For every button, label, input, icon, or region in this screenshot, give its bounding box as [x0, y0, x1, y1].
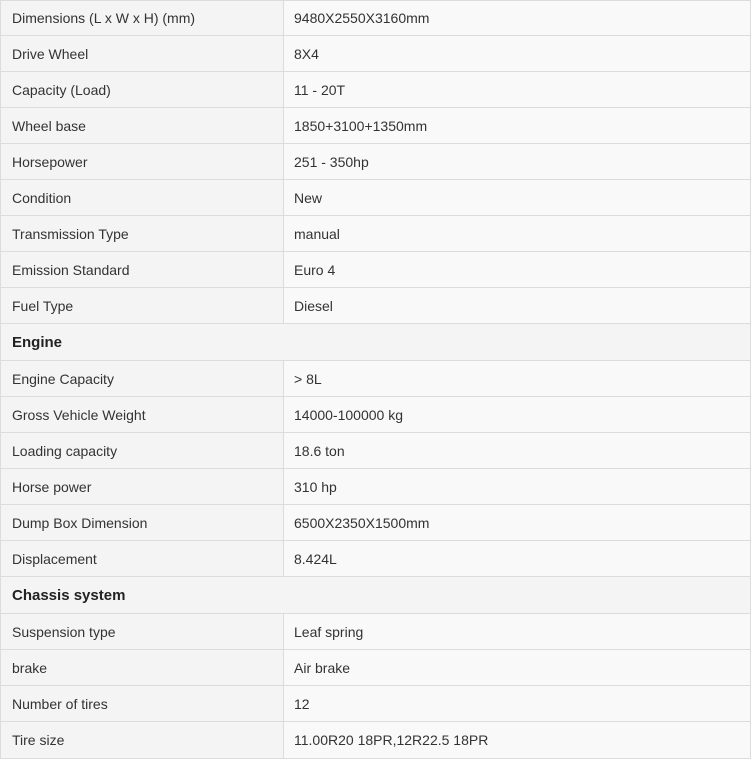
table-row: [1, 144, 751, 180]
spec-value: 8.424L: [284, 541, 751, 577]
spec-label: Transmission Type: [1, 216, 284, 252]
table-row: [1, 252, 751, 288]
section-heading-engine: Engine: [1, 324, 751, 361]
spec-value: 6500X2350X1500mm: [284, 505, 751, 541]
table-row: [1, 36, 751, 72]
spec-value: 18.6 ton: [284, 433, 751, 469]
spec-label: Engine Capacity: [1, 361, 284, 397]
table-row: [1, 108, 751, 144]
table-row: [1, 180, 751, 216]
table-row: [1, 686, 751, 722]
spec-value: 12: [284, 686, 751, 722]
spec-value: Euro 4: [284, 252, 751, 288]
spec-value: Diesel: [284, 288, 751, 324]
spec-label: brake: [1, 650, 284, 686]
spec-label: Number of tires: [1, 686, 284, 722]
table-row: [1, 1, 751, 36]
spec-label: Dump Box Dimension: [1, 505, 284, 541]
spec-value: New: [284, 180, 751, 216]
section-header-row: [1, 577, 751, 614]
table-row: [1, 361, 751, 397]
spec-label: Displacement: [1, 541, 284, 577]
spec-label: Drive Wheel: [1, 36, 284, 72]
spec-value: 11.00R20 18PR,12R22.5 18PR: [284, 722, 751, 759]
section-heading-chassis: Chassis system: [1, 577, 751, 614]
spec-value: Air brake: [284, 650, 751, 686]
spec-value: manual: [284, 216, 751, 252]
spec-value: 8X4: [284, 36, 751, 72]
spec-value: > 8L: [284, 361, 751, 397]
table-row: [1, 722, 751, 759]
spec-label: Condition: [1, 180, 284, 216]
spec-label: Wheel base: [1, 108, 284, 144]
spec-label: Dimensions (L x W x H) (mm): [1, 1, 284, 36]
spec-value: Leaf spring: [284, 614, 751, 650]
spec-label: Fuel Type: [1, 288, 284, 324]
spec-label: Tire size: [1, 722, 284, 759]
section-header-row: [1, 324, 751, 361]
table-row: [1, 541, 751, 577]
spec-label: Horse power: [1, 469, 284, 505]
table-row: [1, 397, 751, 433]
table-row: [1, 433, 751, 469]
spec-label: Loading capacity: [1, 433, 284, 469]
table-row: [1, 469, 751, 505]
table-row: [1, 216, 751, 252]
table-row: [1, 288, 751, 324]
table-row: [1, 614, 751, 650]
table-row: [1, 72, 751, 108]
spec-label: Emission Standard: [1, 252, 284, 288]
spec-value: 11 - 20T: [284, 72, 751, 108]
spec-value: 1850+3100+1350mm: [284, 108, 751, 144]
table-row: [1, 650, 751, 686]
table-row: [1, 505, 751, 541]
spec-value: 310 hp: [284, 469, 751, 505]
spec-value: 9480X2550X3160mm: [284, 1, 751, 36]
spec-value: 251 - 350hp: [284, 144, 751, 180]
spec-value: 14000-100000 kg: [284, 397, 751, 433]
spec-label: Capacity (Load): [1, 72, 284, 108]
spec-label: Gross Vehicle Weight: [1, 397, 284, 433]
spec-label: Horsepower: [1, 144, 284, 180]
spec-label: Suspension type: [1, 614, 284, 650]
